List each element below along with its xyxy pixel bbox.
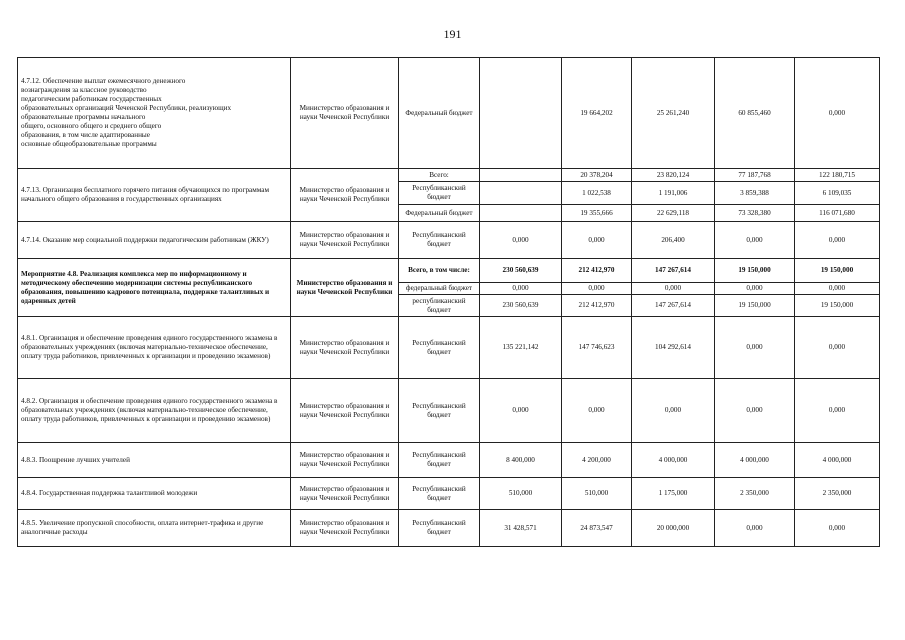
amount-cell: 147 267,614 — [632, 295, 715, 317]
organization-cell: Министерство образования и науки Чеченской Республики — [291, 443, 399, 478]
amount-cell: 31 428,571 — [480, 510, 562, 547]
amount-cell: 1 175,000 — [632, 478, 715, 510]
table-row — [18, 379, 880, 443]
activity-cell: 4.7.13. Организация бесплатного горячего питания обучающихся по программам начального общего образования в государственных организациях — [18, 169, 291, 222]
amount-cell: 0,000 — [715, 317, 795, 379]
amount-cell: 135 221,142 — [480, 317, 562, 379]
amount-cell: 116 071,680 — [795, 205, 880, 222]
amount-cell: 0,000 — [715, 283, 795, 295]
amount-cell: 0,000 — [480, 283, 562, 295]
organization-cell: Министерство образования и науки Чеченской Республики — [291, 259, 399, 317]
organization-cell: Министерство образования и науки Чеченской Республики — [291, 379, 399, 443]
amount-cell: 4 000,000 — [715, 443, 795, 478]
amount-cell: 147 267,614 — [632, 259, 715, 283]
activity-cell: 4.7.12. Обеспечение выплат ежемесячного денежного вознаграждения за классное руководство педагогическим работникам государственных образовательных организаций Чеченской Республики, реализующих образовательные программы начального общего, основного общего и среднего общего образования, в том числе адаптированные основные общеобразовательные программы — [18, 58, 291, 169]
amount-cell: 1 022,538 — [562, 182, 632, 205]
amount-cell: 0,000 — [795, 317, 880, 379]
amount-cell: 510,000 — [562, 478, 632, 510]
amount-cell: 60 855,460 — [715, 58, 795, 169]
amount-cell: 0,000 — [632, 379, 715, 443]
amount-cell: 4 200,000 — [562, 443, 632, 478]
amount-cell: 19 355,666 — [562, 205, 632, 222]
amount-cell: 0,000 — [480, 222, 562, 259]
table-row — [18, 443, 880, 478]
amount-cell: 19 150,000 — [715, 295, 795, 317]
activity-cell: 4.8.3. Поощрение лучших учителей — [18, 443, 291, 478]
amount-cell: 0,000 — [795, 379, 880, 443]
amount-cell — [480, 169, 562, 182]
funding-source-cell: Всего: — [399, 169, 480, 182]
table-row — [18, 317, 880, 379]
amount-cell: 2 350,000 — [715, 478, 795, 510]
activity-cell: 4.8.2. Организация и обеспечение проведения единого государственного экзамена в образовательных учреждениях (включая материально-техническое обеспечение, оплату труда работников, привлеченных к организации и проведению экзаменов) — [18, 379, 291, 443]
amount-cell: 0,000 — [562, 283, 632, 295]
amount-cell: 0,000 — [715, 379, 795, 443]
amount-cell: 20 378,204 — [562, 169, 632, 182]
funding-source-cell: Республиканский бюджет — [399, 182, 480, 205]
funding-source-cell: Республиканский бюджет — [399, 443, 480, 478]
budget-table — [17, 57, 880, 547]
amount-cell: 19 664,202 — [562, 58, 632, 169]
table-row — [18, 169, 880, 182]
amount-cell: 19 150,000 — [715, 259, 795, 283]
table-row — [18, 222, 880, 259]
amount-cell: 0,000 — [795, 222, 880, 259]
amount-cell — [480, 58, 562, 169]
amount-cell: 19 150,000 — [795, 295, 880, 317]
amount-cell: 1 191,006 — [632, 182, 715, 205]
amount-cell: 147 746,623 — [562, 317, 632, 379]
funding-source-cell: Республиканский бюджет — [399, 379, 480, 443]
table-row — [18, 58, 880, 169]
amount-cell: 2 350,000 — [795, 478, 880, 510]
amount-cell: 3 859,388 — [715, 182, 795, 205]
amount-cell: 0,000 — [715, 222, 795, 259]
amount-cell: 212 412,970 — [562, 259, 632, 283]
activity-cell: 4.8.5. Увеличение пропускной способности, оплата интернет-трафика и другие аналогичные расходы — [18, 510, 291, 547]
table-body — [18, 58, 880, 547]
funding-source-cell: Всего, в том числе: — [399, 259, 480, 283]
activity-cell: Мероприятие 4.8. Реализация комплекса мер по информационному и методическому обеспечению модернизации системы республиканского образования, повышению кадрового потенциала, поддержке талантливых и одаренных детей — [18, 259, 291, 317]
amount-cell: 104 292,614 — [632, 317, 715, 379]
amount-cell: 0,000 — [715, 510, 795, 547]
amount-cell: 6 109,035 — [795, 182, 880, 205]
organization-cell: Министерство образования и науки Чеченской Республики — [291, 58, 399, 169]
activity-cell: 4.8.1. Организация и обеспечение проведения единого государственного экзамена в образовательных учреждениях (включая материально-техническое обеспечение, оплату труда работников, привлеченных к организации и проведению экзаменов) — [18, 317, 291, 379]
amount-cell: 230 560,639 — [480, 295, 562, 317]
page-number: 191 — [443, 27, 462, 41]
funding-source-cell: федеральный бюджет — [399, 283, 480, 295]
funding-source-cell: Федеральный бюджет — [399, 205, 480, 222]
amount-cell: 510,000 — [480, 478, 562, 510]
amount-cell: 230 560,639 — [480, 259, 562, 283]
amount-cell: 77 187,768 — [715, 169, 795, 182]
table-row — [18, 478, 880, 510]
amount-cell: 4 000,000 — [632, 443, 715, 478]
organization-cell: Министерство образования и науки Чеченской Республики — [291, 222, 399, 259]
organization-cell: Министерство образования и науки Чеченской Республики — [291, 169, 399, 222]
amount-cell: 19 150,000 — [795, 259, 880, 283]
amount-cell: 0,000 — [632, 283, 715, 295]
amount-cell: 25 261,240 — [632, 58, 715, 169]
amount-cell: 20 000,000 — [632, 510, 715, 547]
amount-cell — [480, 182, 562, 205]
amount-cell: 4 000,000 — [795, 443, 880, 478]
amount-cell: 0,000 — [562, 222, 632, 259]
funding-source-cell: Республиканский бюджет — [399, 510, 480, 547]
table-row — [18, 259, 880, 283]
amount-cell: 0,000 — [795, 510, 880, 547]
amount-cell: 212 412,970 — [562, 295, 632, 317]
amount-cell: 24 873,547 — [562, 510, 632, 547]
funding-source-cell: Федеральный бюджет — [399, 58, 480, 169]
amount-cell: 0,000 — [480, 379, 562, 443]
activity-cell: 4.8.4. Государственная поддержка талантливой молодежи — [18, 478, 291, 510]
amount-cell: 73 328,380 — [715, 205, 795, 222]
activity-cell: 4.7.14. Оказание мер социальной поддержки педагогическим работникам (ЖКУ) — [18, 222, 291, 259]
funding-source-cell: Республиканский бюджет — [399, 478, 480, 510]
amount-cell: 22 629,118 — [632, 205, 715, 222]
amount-cell: 8 400,000 — [480, 443, 562, 478]
funding-source-cell: Республиканский бюджет — [399, 317, 480, 379]
amount-cell: 206,400 — [632, 222, 715, 259]
table-row — [18, 510, 880, 547]
organization-cell: Министерство образования и науки Чеченской Республики — [291, 478, 399, 510]
funding-source-cell: республиканский бюджет — [399, 295, 480, 317]
amount-cell: 0,000 — [562, 379, 632, 443]
amount-cell: 0,000 — [795, 58, 880, 169]
organization-cell: Министерство образования и науки Чеченской Республики — [291, 317, 399, 379]
amount-cell — [480, 205, 562, 222]
organization-cell: Министерство образования и науки Чеченской Республики — [291, 510, 399, 547]
funding-source-cell: Республиканский бюджет — [399, 222, 480, 259]
amount-cell: 23 820,124 — [632, 169, 715, 182]
amount-cell: 0,000 — [795, 283, 880, 295]
amount-cell: 122 180,715 — [795, 169, 880, 182]
